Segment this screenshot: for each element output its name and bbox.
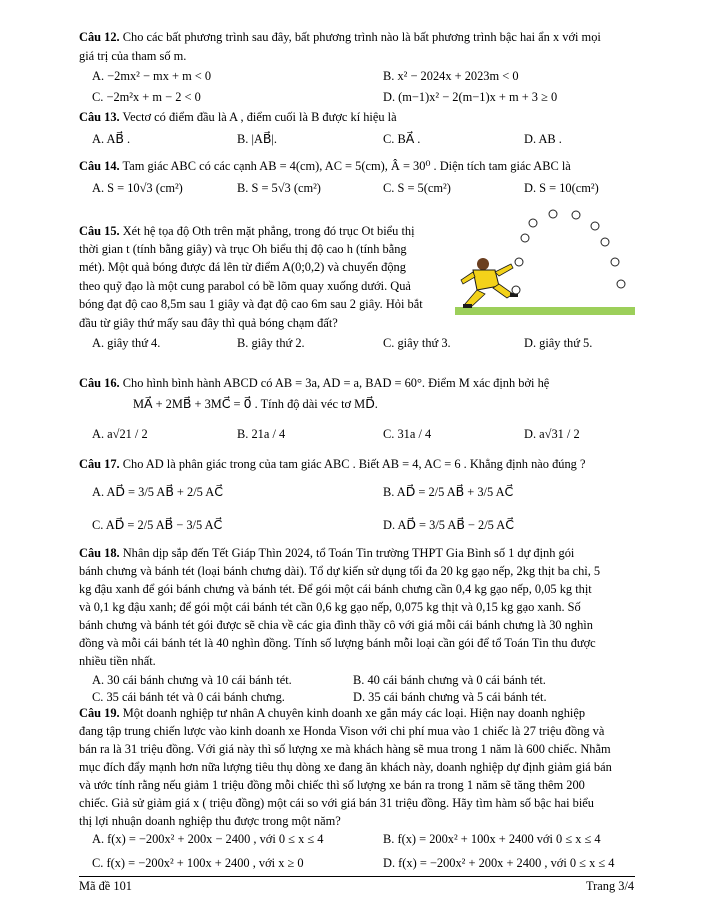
q16-option-b: B. 21a / 4 xyxy=(237,427,286,441)
ball-icon xyxy=(601,238,609,246)
footer-page-number: Trang 3/4 xyxy=(586,879,635,893)
q18-line-1-text: Nhân dịp sắp đến Tết Giáp Thìn 2024, tổ Toán Tin trường THPT Gia Bình số 1 dự định gói xyxy=(122,546,575,560)
ball-icon xyxy=(512,286,520,294)
q19-option-a: A. f(x) = −200x² + 200x − 2400 , với 0 ≤ x ≤ 4 xyxy=(92,832,324,846)
q19-line-7: thị lợi nhuận doanh nghiệp thu được trong một năm? xyxy=(79,814,341,828)
q13-option-c: C. BA⃗ . xyxy=(383,132,421,146)
q13-option-b: B. |AB⃗|. xyxy=(237,132,277,146)
q19-option-b: B. f(x) = 200x² + 100x + 2400 với 0 ≤ x ≤ 4 xyxy=(383,832,601,846)
q12-option-d: D. (m−1)x² − 2(m−1)x + m + 3 ≥ 0 xyxy=(383,90,558,104)
ball-icon xyxy=(515,258,523,266)
q18-option-d: D. 35 cái bánh chưng và 5 cái bánh tét. xyxy=(353,690,547,704)
footer-exam-code: Mã đề 101 xyxy=(79,879,132,893)
ball-icon xyxy=(572,211,580,219)
grass-strip xyxy=(455,307,635,315)
q15-line-1 xyxy=(79,224,415,239)
q15-line-3: mét). Một quả bóng được đá lên từ điểm A(0;0,2) và chuyển động xyxy=(79,260,406,274)
q18-option-c: C. 35 cái bánh tét và 0 cái bánh chưng. xyxy=(92,690,285,704)
ball-trajectory xyxy=(512,210,625,294)
q12-stem: Cho các bất phương trình sau đây, bất phương trình nào là bất phương trình bậc hai ẩn x với mọi xyxy=(122,30,601,44)
q18-line-1 xyxy=(79,546,574,561)
q12-stem-line-1 xyxy=(79,30,601,45)
ball-icon xyxy=(529,219,537,227)
q15-line-1-text: Xét hệ tọa độ Oth trên mặt phẳng, trong đó trục Ot biểu thị xyxy=(122,224,415,238)
q18-line-4: và 0,1 kg đậu xanh; để gói một cái bánh tét cần 0,6 kg gạo nếp, 0,075 kg thịt và 0,15 kg gạo xanh. Số xyxy=(79,600,581,614)
q19-option-d: D. f(x) = −200x² + 200x + 2400 , với 0 ≤ x ≤ 4 xyxy=(383,856,615,870)
q14-stem xyxy=(79,159,571,174)
footer-divider xyxy=(79,876,635,877)
q18-line-3: kg đậu xanh để gói bánh chưng và bánh tét. Để gói một cái bánh chưng cần 0,4 kg gạo nếp, 0,05 kg thịt xyxy=(79,582,592,596)
ball-icon xyxy=(591,222,599,230)
q18-option-b: B. 40 cái bánh chưng và 0 cái bánh tét. xyxy=(353,673,546,687)
q19-number: Câu 19. xyxy=(79,706,120,720)
q16-option-d: D. a√31 / 2 xyxy=(524,427,580,441)
ball-icon xyxy=(521,234,529,242)
q12-option-a: A. −2mx² − mx + m < 0 xyxy=(92,69,212,83)
q19-line-2: đang tập trung chiến lược vào kinh doanh xe Honda Vison với chi phí mua vào 1 chiếc là 27 triệu đồng và xyxy=(79,724,605,738)
q16-option-c: C. 31a / 4 xyxy=(383,427,432,441)
q16-option-a: A. a√21 / 2 xyxy=(92,427,148,441)
q19-line-1 xyxy=(79,706,585,721)
q18-number: Câu 18. xyxy=(79,546,120,560)
q18-option-a: A. 30 cái bánh chưng và 10 cái bánh tét. xyxy=(92,673,292,687)
q19-line-1-text: Một doanh nghiệp tư nhân A chuyên kinh doanh xe gắn máy các loại. Hiện nay doanh nghiệp xyxy=(122,706,586,720)
q15-line-2: thời gian t (tính bằng giây) và trục Oh biểu thị độ cao h (tính bằng xyxy=(79,242,407,256)
q17-option-b: B. AD⃗ = 2/5 AB⃗ + 3/5 AC⃗ xyxy=(383,485,514,499)
q15-option-c: C. giây thứ 3. xyxy=(383,336,451,350)
q15-line-6: đầu từ giây thứ mấy sau đây thì quả bóng chạm đất? xyxy=(79,316,338,330)
q14-option-d: D. S = 10(cm²) xyxy=(524,181,599,195)
q18-line-7: nhiều tiền nhất. xyxy=(79,654,156,668)
q12-option-c: C. −2m²x + m − 2 < 0 xyxy=(92,90,201,104)
ball-icon xyxy=(617,280,625,288)
q18-line-6: đồng và mỗi cái bánh tét là 40 nghìn đồng. Tính số lượng bánh mỗi loại cần gói để tổ Toán Tin thu được xyxy=(79,636,596,650)
q13-option-d: D. AB . xyxy=(524,132,562,146)
q19-line-6: chiếc. Giả sử giảm giá x ( triệu đồng) một cái so với giá bán 31 triệu đồng. Hãy tìm hàm số bậc hai biểu xyxy=(79,796,594,810)
q16-stem-text: Cho hình bình hành ABCD có AB = 3a, AD = a, BAD = 60°. Điểm M xác định bởi hệ xyxy=(122,376,550,390)
q14-option-a: A. S = 10√3 (cm²) xyxy=(92,181,183,195)
q18-line-5: bánh chưng và bánh tét gói được sẽ chia về các gia đình thầy cô với giá mỗi cái bánh chưng là 30 nghìn xyxy=(79,618,593,632)
q16-number: Câu 16. xyxy=(79,376,120,390)
q14-number: Câu 14. xyxy=(79,159,120,173)
soccer-kick-illustration xyxy=(455,204,635,324)
q12-stem-line-2: giá trị của tham số m. xyxy=(79,49,187,63)
ball-icon xyxy=(611,258,619,266)
q17-stem xyxy=(79,457,585,472)
q15-line-5: bóng đạt độ cao 8,5m sau 1 giây và đạt độ cao 6m sau 2 giây. Hỏi bắt xyxy=(79,297,423,311)
q13-stem-text: Vectơ có điểm đầu là A , điểm cuối là B được kí hiệu là xyxy=(122,110,397,124)
q13-number: Câu 13. xyxy=(79,110,120,124)
q17-number: Câu 17. xyxy=(79,457,120,471)
q17-stem-text: Cho AD là phân giác trong của tam giác ABC . Biết AB = 4, AC = 6 . Khẳng định nào đúng ? xyxy=(122,457,586,471)
soccer-player xyxy=(461,258,518,308)
q17-option-d: D. AD⃗ = 3/5 AB⃗ − 2/5 AC⃗ xyxy=(383,518,514,532)
q16-stem-line-1 xyxy=(79,376,549,391)
q15-option-d: D. giây thứ 5. xyxy=(524,336,593,350)
q15-number: Câu 15. xyxy=(79,224,120,238)
ball-icon xyxy=(549,210,557,218)
q17-option-a: A. AD⃗ = 3/5 AB⃗ + 2/5 AC⃗ xyxy=(92,485,223,499)
q19-line-3: bán ra là 31 triệu đồng. Với giá này thì số lượng xe mà khách hàng sẽ mua trong 1 năm là 600 chiếc. Nhằm xyxy=(79,742,611,756)
q12-option-b: B. x² − 2024x + 2023m < 0 xyxy=(383,69,519,83)
q12-number: Câu 12. xyxy=(79,30,120,44)
q15-line-4: theo quỹ đạo là một cung parabol có bề lõm quay xuống dưới. Quả xyxy=(79,279,411,293)
q16-stem-line-2: MA⃗ + 2MB⃗ + 3MC⃗ = 0⃗ . Tính độ dài véc tơ MD⃗. xyxy=(133,397,378,411)
q18-line-2: bánh chưng và bánh tét (loại bánh chưng dài). Tổ dự kiến sử dụng tối đa 20 kg gạo nếp, 2kg thịt ba chỉ, 5 xyxy=(79,564,601,578)
q14-option-c: C. S = 5(cm²) xyxy=(383,181,451,195)
q19-line-4: mục đích đẩy mạnh hơn nữa lượng tiêu thụ dòng xe đang ăn khách này, doanh nghiệp dự định giảm giá bán xyxy=(79,760,612,774)
q13-option-a: A. AB⃗ . xyxy=(92,132,131,146)
q17-option-c: C. AD⃗ = 2/5 AB⃗ − 3/5 AC⃗ xyxy=(92,518,223,532)
q14-option-b: B. S = 5√3 (cm²) xyxy=(237,181,321,195)
q15-option-b: B. giây thứ 2. xyxy=(237,336,305,350)
q13-stem xyxy=(79,110,397,125)
q14-stem-text: Tam giác ABC có các cạnh AB = 4(cm), AC = 5(cm), Â = 30⁰ . Diện tích tam giác ABC là xyxy=(122,159,571,173)
q19-line-5: và ước tính rằng nếu giảm 1 triệu đồng mỗi chiếc thì số lượng xe bán ra trong 1 năm sẽ tăng thêm 200 xyxy=(79,778,585,792)
q19-option-c: C. f(x) = −200x² + 100x + 2400 , với x ≥ 0 xyxy=(92,856,304,870)
q15-option-a: A. giây thứ 4. xyxy=(92,336,161,350)
